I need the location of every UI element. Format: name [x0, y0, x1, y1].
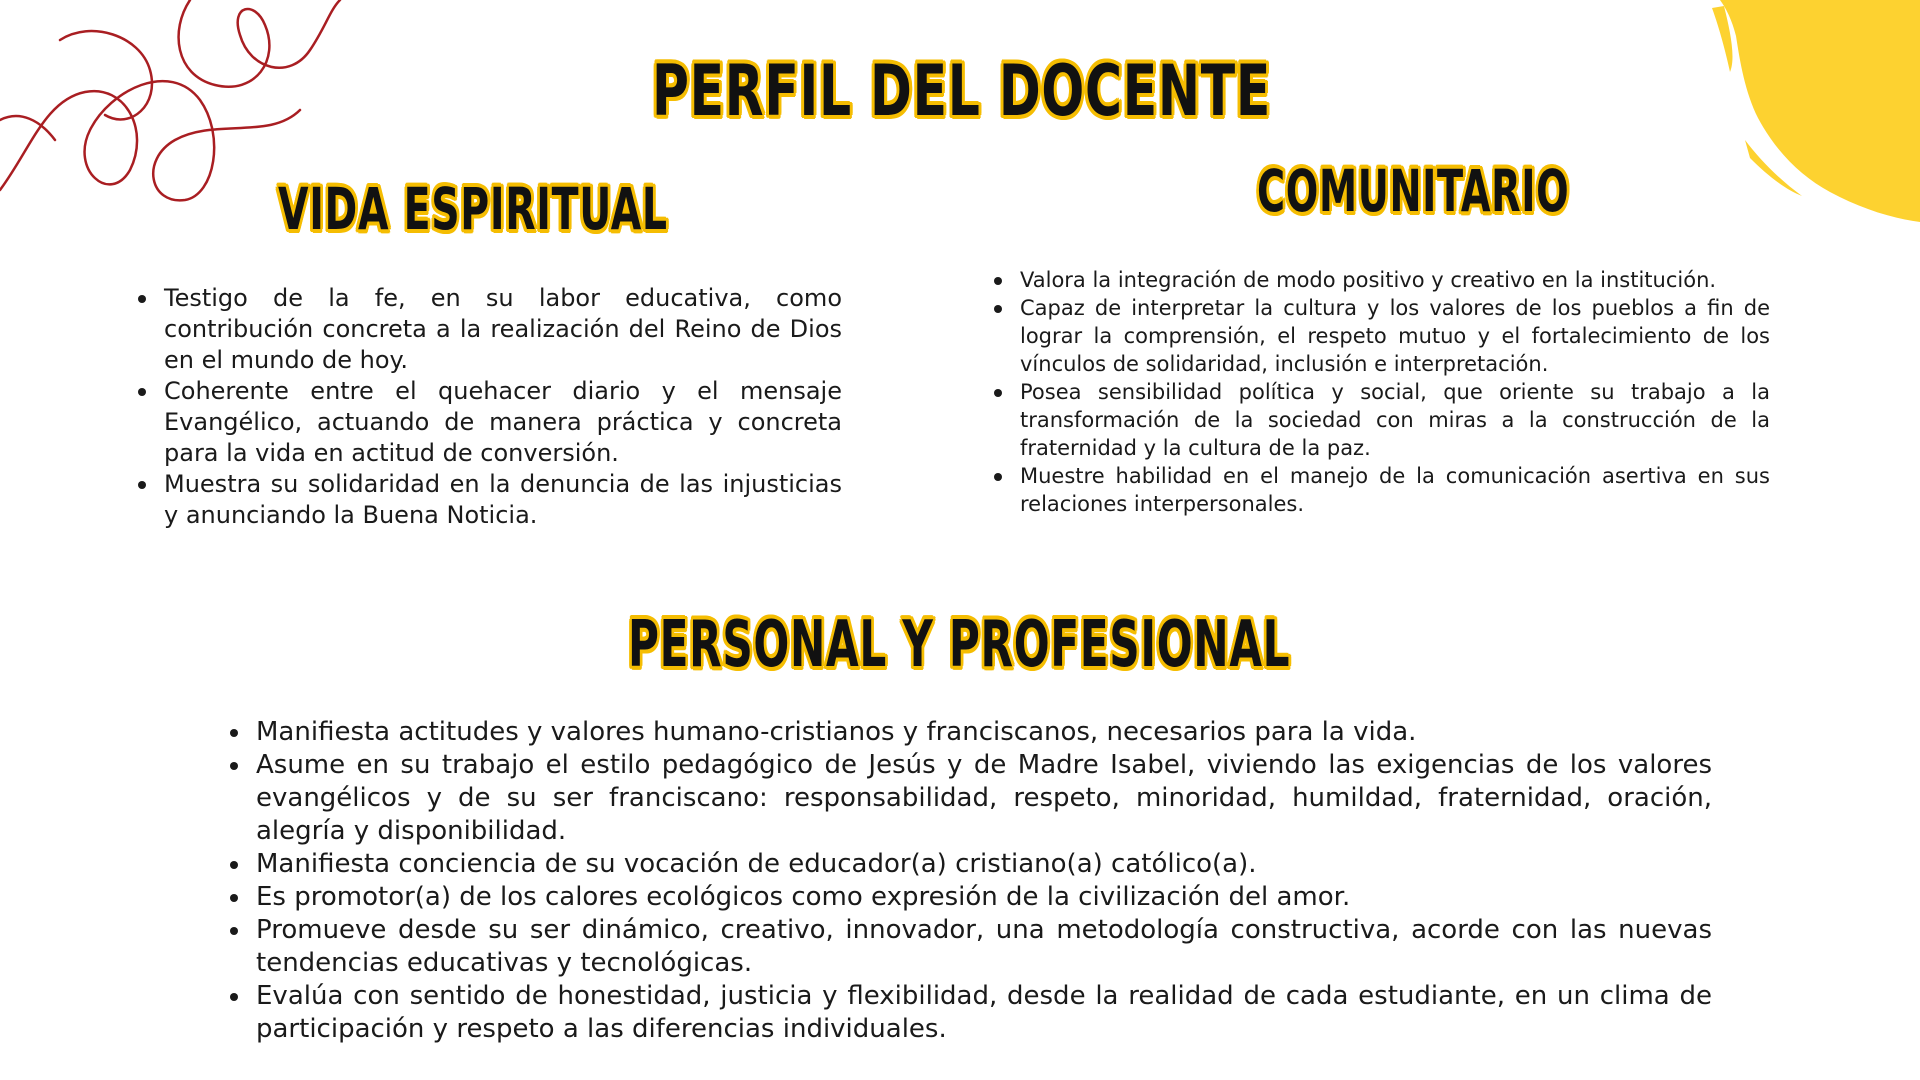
list-item: Testigo de la fe, en su labor educativa, como contribución concreta a la realización del Reino de Dios en el mundo de hoy.: [164, 284, 842, 374]
comunitario-list: [990, 266, 1770, 518]
list-item: Es promotor(a) de los calores ecológicos como expresión de la civilización del amor.: [256, 881, 1712, 914]
vida-espiritual-list: [134, 283, 842, 531]
list-item: Muestre habilidad en el manejo de la comunicación asertiva en sus relaciones interpersonales.: [1020, 464, 1770, 516]
list-item: Evalúa con sentido de honestidad, justicia y flexibilidad, desde la realidad de cada estudiante, en un clima de participación y respeto a las diferencias individuales.: [256, 981, 1712, 1044]
list-item: Coherente entre el quehacer diario y el mensaje Evangélico, actuando de manera práctica y concreta para la vida en actitud de conversión.: [164, 377, 842, 467]
list-item: Capaz de interpretar la cultura y los valores de los pueblos a fin de lograr la comprensión, el respeto mutuo y el fortalecimiento de los vínculos de solidaridad, inclusión e interpretación.: [1020, 296, 1770, 376]
list-item: Manifiesta actitudes y valores humano-cristianos y franciscanos, necesarios para la vida.: [256, 716, 1712, 749]
list-item: Posea sensibilidad política y social, que oriente su trabajo a la transformación de la sociedad con miras a la construcción de la fraternidad y la cultura de la paz.: [1020, 380, 1770, 460]
section-heading-comunitario: COMUNITARIO: [1257, 157, 1570, 225]
page-title: PERFIL DEL DOCENTE: [652, 50, 1271, 132]
section-heading-vida-espiritual: VIDA ESPIRITUAL: [278, 175, 668, 243]
list-item: Asume en su trabajo el estilo pedagógico de Jesús y de Madre Isabel, viviendo las exigencias de los valores evangélicos y de su ser franciscano: responsabilidad, respeto, minoridad, humildad, fraternidad, oración, alegría y disponibilidad.: [256, 750, 1712, 846]
list-item: Muestra su solidaridad en la denuncia de las injusticias y anunciando la Buena Noticia.: [164, 470, 842, 529]
list-item: Promueve desde su ser dinámico, creativo, innovador, una metodología constructiva, acorde con las nuevas tendencias educativas y tecnológicas.: [256, 915, 1712, 978]
section-heading-personal-profesional: PERSONAL Y PROFESIONAL: [628, 608, 1291, 682]
list-item: Valora la integración de modo positivo y creativo en la institución.: [1020, 266, 1770, 294]
yellow-splash-decoration: [1690, 0, 1920, 230]
personal-profesional-list: [226, 716, 1712, 1046]
list-item: Manifiesta conciencia de su vocación de educador(a) cristiano(a) católico(a).: [256, 848, 1712, 881]
